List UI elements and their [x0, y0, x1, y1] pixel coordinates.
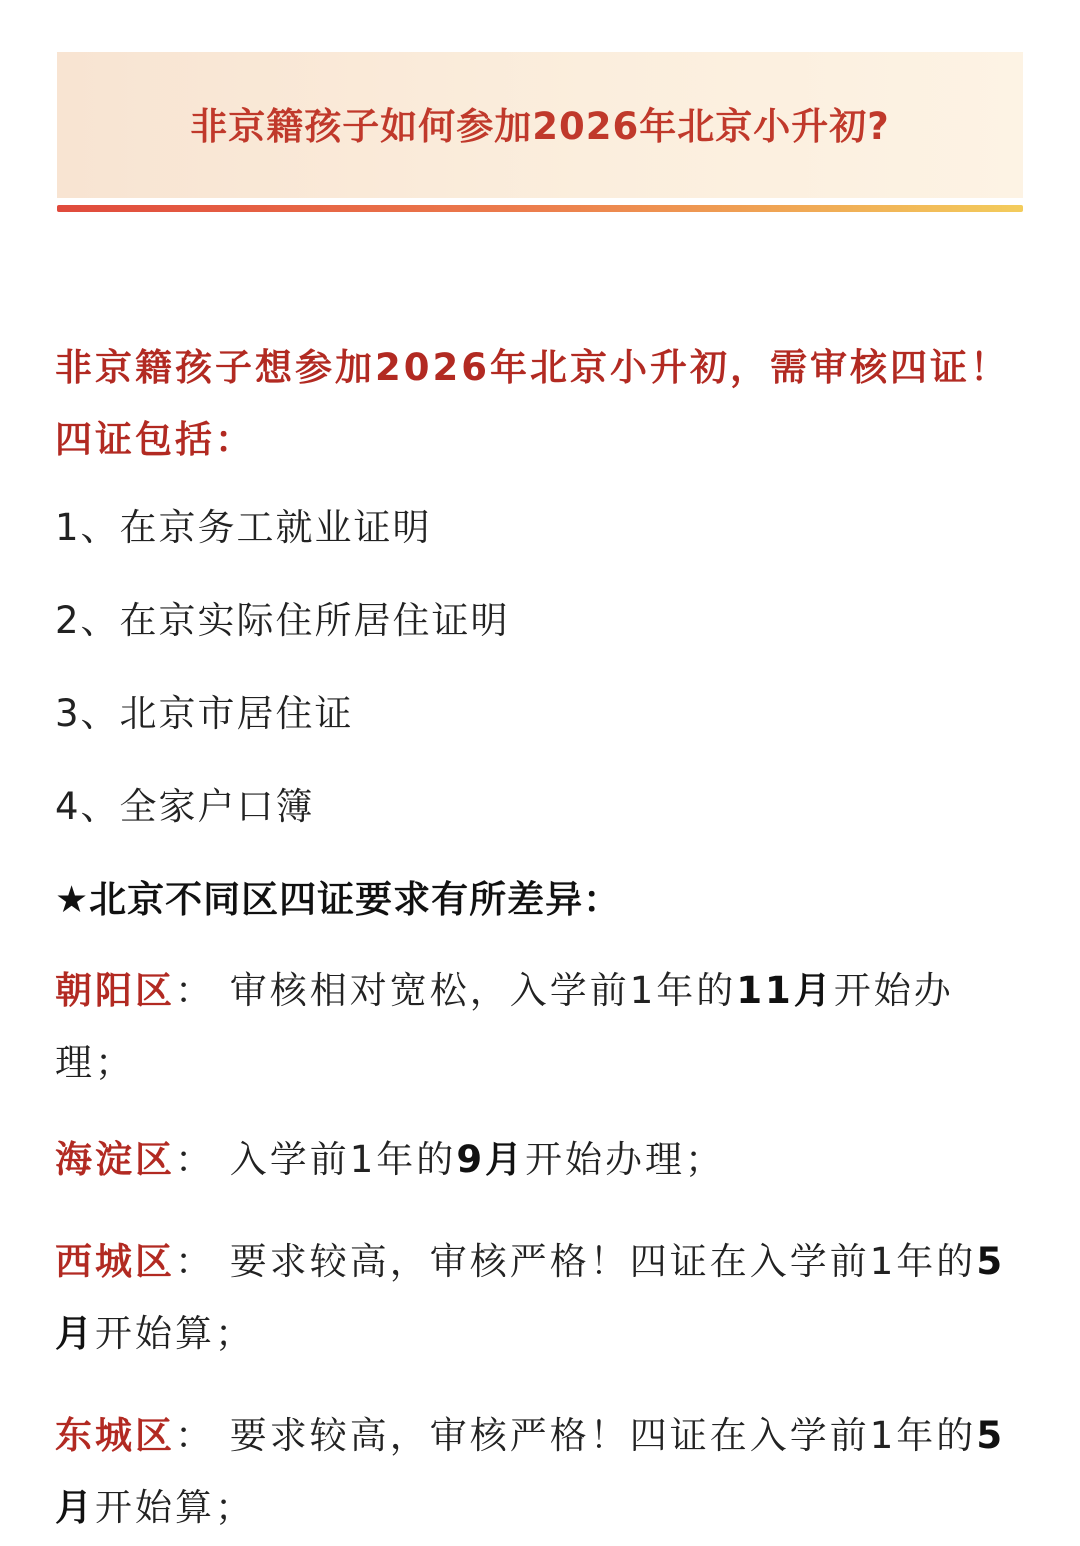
district-paragraph — [55, 1124, 1027, 1196]
district-text: 要求较高，审核严格！四证在入学前1年的 — [229, 1414, 977, 1457]
district-separator: ： — [175, 1240, 230, 1283]
district-text: 入学前1年的 — [229, 1138, 457, 1181]
title-underline — [57, 205, 1023, 212]
list-item: 4、全家户口簿 — [55, 785, 315, 828]
section-heading: ★北京不同区四证要求有所差异： — [55, 878, 622, 921]
district-name: 海淀区 — [55, 1138, 175, 1181]
district-month: 11月 — [736, 969, 834, 1012]
title-banner — [57, 52, 1023, 198]
district-paragraph — [55, 955, 1027, 1099]
page-title: 非京籍孩子如何参加2026年北京小升初? — [190, 105, 890, 148]
district-paragraph — [55, 1226, 1027, 1370]
district-separator: ： — [175, 969, 230, 1012]
list-item: 1、在京务工就业证明 — [55, 506, 432, 549]
district-text-end: 开始办理； — [525, 1138, 726, 1181]
list-item: 3、北京市居住证 — [55, 692, 354, 735]
district-month: 5月 — [55, 1414, 1006, 1529]
list-item: 2、在京实际住所居住证明 — [55, 599, 510, 642]
district-text: 审核相对宽松，入学前1年的 — [229, 969, 737, 1012]
district-paragraph — [55, 1400, 1027, 1544]
district-name: 西城区 — [55, 1240, 175, 1283]
intro-paragraph: 非京籍孩子想参加2026年北京小升初，需审核四证！四证包括： — [55, 346, 1010, 461]
district-month: 5月 — [55, 1240, 1006, 1355]
district-text-end: 开始算； — [95, 1312, 255, 1355]
district-name: 朝阳区 — [55, 969, 175, 1012]
district-separator: ： — [175, 1138, 230, 1181]
district-month: 9月 — [456, 1138, 526, 1181]
district-text: 要求较高，审核严格！四证在入学前1年的 — [229, 1240, 977, 1283]
district-text-end: 开始办理； — [55, 969, 954, 1084]
district-separator: ： — [175, 1414, 230, 1457]
district-text-end: 开始算； — [95, 1486, 255, 1529]
district-name: 东城区 — [55, 1414, 175, 1457]
